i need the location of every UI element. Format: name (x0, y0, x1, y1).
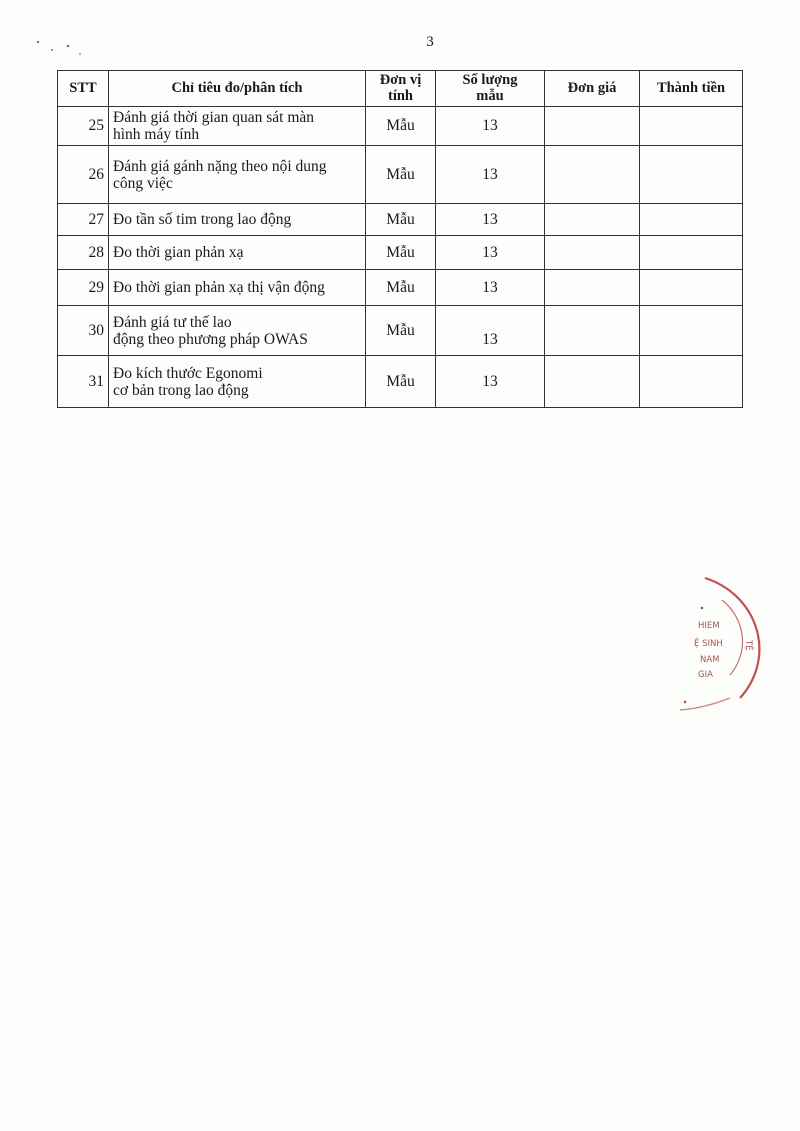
row-stt: 27 (58, 204, 109, 236)
row-quantity: 13 (436, 236, 545, 270)
scan-specks (30, 10, 100, 60)
header-total: Thành tiền (640, 71, 743, 107)
row-total (640, 146, 743, 204)
row-quantity: 13 (436, 270, 545, 306)
row-unit-price (545, 270, 640, 306)
row-stt: 25 (58, 107, 109, 146)
row-total (640, 270, 743, 306)
table-row (58, 270, 743, 306)
row-quantity: 13 (436, 146, 545, 204)
row-description-line2: cơ bản trong lao động (113, 381, 249, 399)
row-unit-price (545, 146, 640, 204)
row-unit-price (545, 356, 640, 408)
row-unit: Mẫu (366, 306, 436, 356)
row-description: Đo tần số tim trong lao động (109, 204, 366, 236)
header-qty-line1: Số lượng (462, 72, 518, 89)
header-unit-line1: Đơn vị (379, 72, 422, 89)
row-quantity: 13 (436, 306, 545, 356)
row-total (640, 306, 743, 356)
row-unit: Mẫu (366, 107, 436, 146)
row-unit-price (545, 236, 640, 270)
header-stt: STT (58, 71, 109, 107)
row-unit: Mẫu (366, 146, 436, 204)
row-description-line1: Đo kích thước Egonomi (113, 364, 263, 382)
row-unit-price (545, 107, 640, 146)
seal-stamp (660, 570, 770, 720)
seal-text-3: NAM (700, 655, 720, 665)
row-quantity: 13 (436, 356, 545, 408)
row-description-line1: Đánh giá tư thế lao (113, 313, 232, 331)
row-description (109, 306, 366, 356)
table-row (58, 146, 743, 204)
row-description-line2: hình máy tính (113, 126, 200, 144)
seal-text-1: HIEM (698, 621, 720, 631)
row-unit: Mẫu (366, 356, 436, 408)
seal-text-4: GIA (698, 670, 713, 680)
table-header-row (58, 71, 743, 107)
seal-text-2: Ệ SINH (694, 639, 723, 649)
row-total (640, 236, 743, 270)
header-unit-line2: tính (388, 87, 413, 104)
row-unit: Mẫu (366, 270, 436, 306)
row-stt: 28 (58, 236, 109, 270)
row-stt: 29 (58, 270, 109, 306)
row-total (640, 204, 743, 236)
quotation-table (57, 70, 743, 408)
header-qty-line2: mẫu (476, 87, 504, 104)
row-description-line1: Đánh giá thời gian quan sát màn (113, 109, 315, 126)
row-total (640, 356, 743, 408)
row-description: Đo thời gian phản xạ thị vận động (109, 270, 366, 306)
row-unit-price (545, 306, 640, 356)
table-row (58, 204, 743, 236)
header-unit-price: Đơn giá (545, 71, 640, 107)
table-row (58, 107, 743, 146)
row-stt: 30 (58, 306, 109, 356)
header-description: Chỉ tiêu đo/phân tích (109, 71, 366, 107)
seal-text-5: TỆ (743, 640, 753, 651)
row-description-line2: công việc (113, 174, 173, 192)
row-total (640, 107, 743, 146)
table-row (58, 236, 743, 270)
row-quantity: 13 (436, 107, 545, 146)
table-row (58, 356, 743, 408)
row-description (109, 146, 366, 204)
table-row (58, 306, 743, 356)
row-unit-price (545, 204, 640, 236)
row-stt: 26 (58, 146, 109, 204)
row-quantity: 13 (436, 204, 545, 236)
header-unit (366, 71, 436, 107)
header-quantity (436, 71, 545, 107)
row-description-line2: động theo phương pháp OWAS (113, 330, 308, 348)
row-description: Đo thời gian phản xạ (109, 236, 366, 270)
page-number: 3 (426, 34, 434, 50)
row-unit: Mẫu (366, 236, 436, 270)
row-description (109, 107, 366, 146)
row-stt: 31 (58, 356, 109, 408)
row-unit: Mẫu (366, 204, 436, 236)
row-description (109, 356, 366, 408)
row-description-line1: Đánh giá gánh nặng theo nội dung (113, 157, 327, 175)
